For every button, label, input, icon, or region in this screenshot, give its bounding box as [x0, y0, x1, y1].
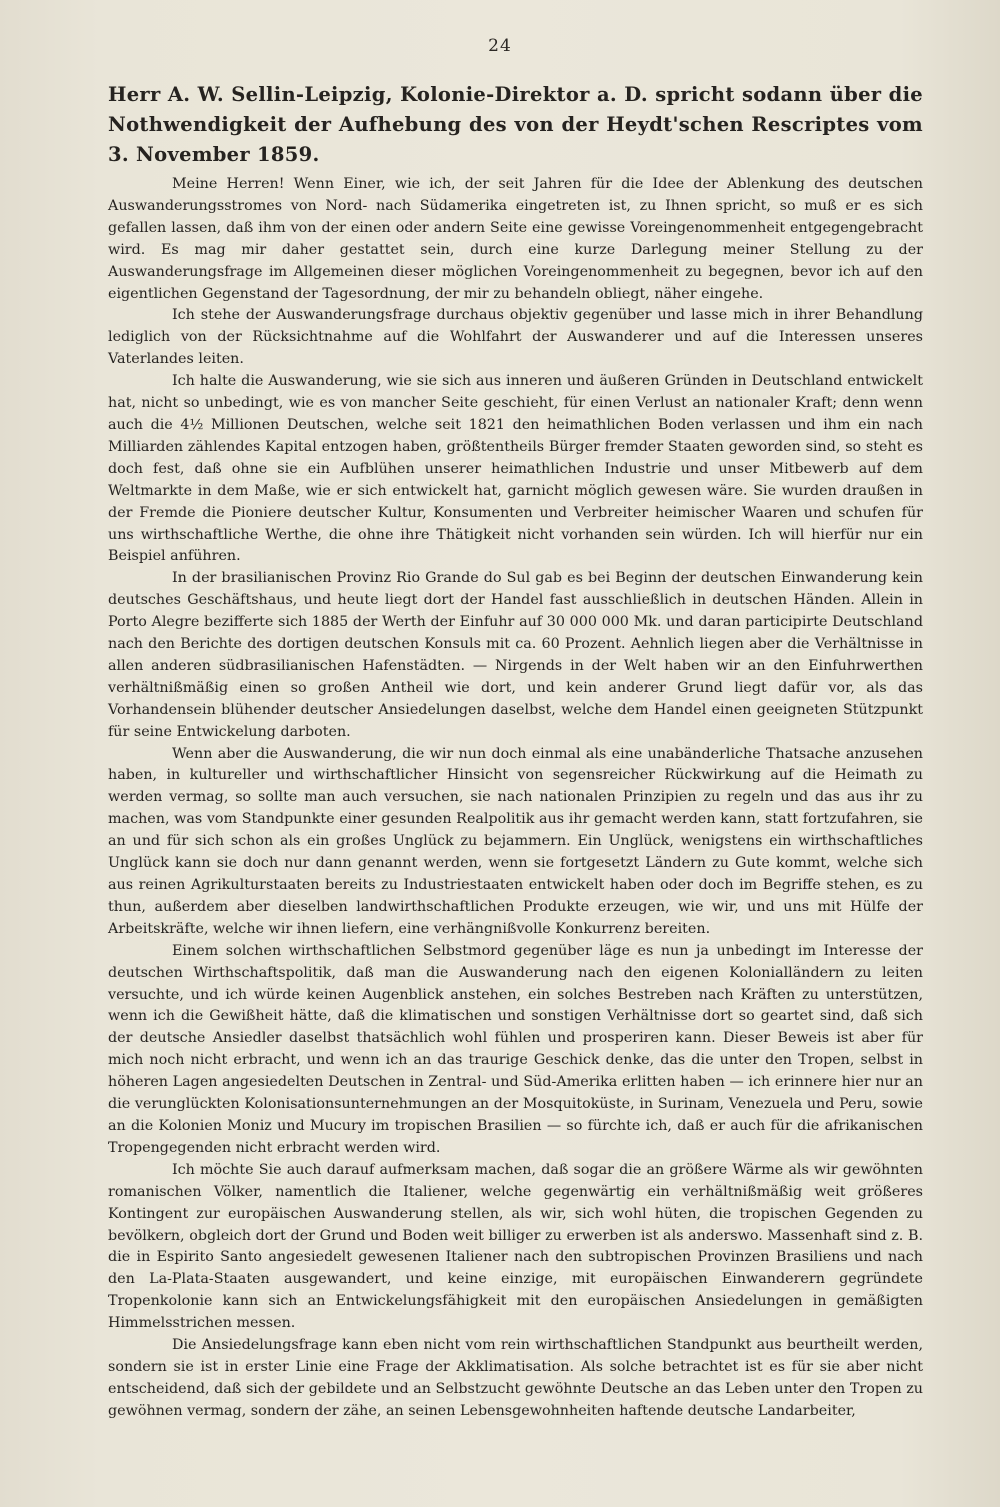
body-text: [108, 174, 923, 1423]
paragraph-romanic-peoples: Ich möchte Sie auch darauf aufmerksam machen, daß sogar die an größere Wärme als wir gewöhnten romanischen Völker, namentlich die Italiener, welche gegenwärtig ein verhältnißmäßig weit größeres Kontingent zur europäischen Auswanderung stellen, als wir, sich wohl hüten, die tropischen Gegenden zu bevölkern, obgleich dort der Grund und Boden weit billiger zu erwerben ist als anderswo. Massenhaft sind z. B. die in Espirito Santo angesiedelt gewesenen Italiener nach den subtropischen Provinzen Brasiliens und nach den La-Plata-Staaten ausgewandert, und keine einzige, mit europäischen Einwanderern gegründete Tropenkolonie kann sich an Entwickelungsfähigkeit mit den europäischen Ansiedelungen in gemäßigten Himmelsstrichen messen.: [108, 1161, 923, 1332]
paragraph-greeting: Meine Herren! Wenn Einer, wie ich, der seit Jahren für die Idee der Ablenkung des deutschen Auswanderungsstromes von Nord- nach Südamerika eingetreten ist, zu Ihnen spricht, so muß er es sich gefallen lassen, daß ihm von der einen oder andern Seite eine gewisse Voreingenommenheit entgegengebracht wird. Es mag mir daher gestattet sein, durch eine kurze Darlegung meiner Stellung zu der Auswanderungsfrage im Allgemeinen dieser möglichen Voreingenommenheit zu begegnen, bevor ich auf den eigentlichen Gegenstand der Tagesordnung, der mir zu behandeln obliegt, näher eingehe.: [108, 176, 923, 302]
paragraph-emigration-loss: Ich halte die Auswanderung, wie sie sich aus inneren und äußeren Gründen in Deutschland entwickelt hat, nicht so unbedingt, wie es von mancher Seite geschieht, für einen Verlust an nationaler Kraft; denn wenn auch die 4½ Millionen Deutschen, welche seit 1821 den heimathlichen Boden verlassen und ihm ein nach Milliarden zählendes Kapital entzogen haben, größtentheils Bürger fremder Staaten geworden sind, so steht es doch fest, daß ohne sie ein Aufblühen unserer heimathlichen Industrie und unser Mitbewerb auf dem Weltmarkte in dem Maße, wie er sich entwickelt hat, garnicht möglich gewesen wäre. Sie wurden draußen in der Fremde die Pioniere deutscher Kultur, Konsumenten und Verbreiter heimischer Waaren und schufen für uns wirthschaftliche Werthe, die ohne ihre Thätigkeit nicht vorhanden sein würden. Ich will hierfür nur ein Beispiel anführen.: [108, 373, 923, 565]
speaker-heading: Herr A. W. Sellin-Leipzig, Kolonie-Direktor a. D. spricht sodann über die Nothwendigkeit der Aufhebung des von der Heydt'schen Rescriptes vom 3. November 1859.: [108, 83, 923, 166]
paragraph-acclimatisation: Die Ansiedelungsfrage kann eben nicht vom rein wirthschaftlichen Standpunkt aus beurtheilt werden, sondern sie ist in erster Linie eine Frage der Akklimatisation. Als solche betrachtet ist es für sie aber nicht entscheidend, daß sich der gebildete und an Selbstzucht gewöhnte Deutsche an das Leben unter den Tropen zu gewöhnen vermag, sondern der zähe, an seinen Lebensgewohnheiten haftende deutsche Landarbeiter,: [108, 1337, 923, 1419]
page-number: 24: [488, 36, 512, 56]
paragraph-colonial-policy: Einem solchen wirthschaftlichen Selbstmord gegenüber läge es nun ja unbedingt im Interesse der deutschen Wirthschaftspolitik, daß man die Auswanderung nach den eigenen Kolonialländern zu leiten versuchte, und ich würde keinen Augenblick anstehen, ein solches Bestreben nach Kräften zu unterstützen, wenn ich die Gewißheit hätte, daß die klimatischen und sonstigen Verhältnisse dort so geartet sind, daß sich der deutsche Ansiedler daselbst thatsächlich wohl fühlen und prosperiren kann. Dieser Beweis ist aber für mich noch nicht erbracht, und wenn ich an das traurige Geschick denke, das die unter den Tropen, selbst in höheren Lagen angesiedelten Deutschen in Zentral- und Süd-Amerika erlitten haben — ich erinnere hier nur an die verunglückten Kolonisationsunternehmungen an der Mosquitoküste, in Surinam, Venezuela und Peru, sowie an die Kolonien Moniz und Mucury im tropischen Brasilien — so fürchte ich, daß er auch für die afrikanischen Tropengegenden nicht erbracht werden wird.: [108, 942, 923, 1156]
paragraph-rio-grande-example: In der brasilianischen Provinz Rio Grande do Sul gab es bei Beginn der deutschen Einwanderung kein deutsches Geschäftshaus, und heute liegt dort der Handel fast ausschließlich in deutschen Händen. Allein in Porto Alegre bezifferte sich 1885 der Werth der Einfuhr auf 30 000 000 Mk. und daran participirte Deutschland nach den Berichte des dortigen deutschen Konsuls mit ca. 60 Prozent. Aehnlich liegen aber die Verhältnisse in allen anderen südbrasilianischen Hafenstädten. — Nirgends in der Welt haben wir an den Einfuhrwerthen verhältnißmäßig einen so großen Antheil wie dort, und kein anderer Grund liegt dafür vor, als das Vorhandensein blühender deutscher Ansiedelungen daselbst, welche dem Handel einen geeigneten Stützpunkt für seine Entwickelung darboten.: [108, 570, 923, 740]
paragraph-national-principles: Wenn aber die Auswanderung, die wir nun doch einmal als eine unabänderliche Thatsache anzusehen haben, in kultureller und wirthschaftlicher Hinsicht von segensreicher Rückwirkung auf die Heimath zu werden vermag, so sollte man auch versuchen, sie nach nationalen Prinzipien zu regeln und das aus ihr zu machen, was vom Standpunkte einer gesunden Realpolitik aus ihr gemacht werden kann, statt fortzufahren, sie an und für sich schon als ein großes Unglück zu bejammern. Ein Unglück, wenigstens ein wirthschaftliches Unglück kann sie doch nur dann genannt werden, wenn sie fortgesetzt Ländern zu Gute kommt, welche sich aus reinen Agrikulturstaaten bereits zu Industriestaaten entwickelt haben oder doch im Begriffe stehen, es zu thun, außerdem aber dieselben landwirthschaftlichen Produkte erzeugen, wie wir, und uns mit Hülfe der Arbeitskräfte, welche wir ihnen liefern, eine verhängnißvolle Konkurrenz bereiten.: [108, 745, 923, 937]
paragraph-objective-stance: Ich stehe der Auswanderungsfrage durchaus objektiv gegenüber und lasse mich in ihrer Behandlung lediglich von der Rücksichtnahme auf die Wohlfahrt der Auswanderer und auf die Interessen unseres Vaterlandes leiten.: [108, 307, 923, 368]
